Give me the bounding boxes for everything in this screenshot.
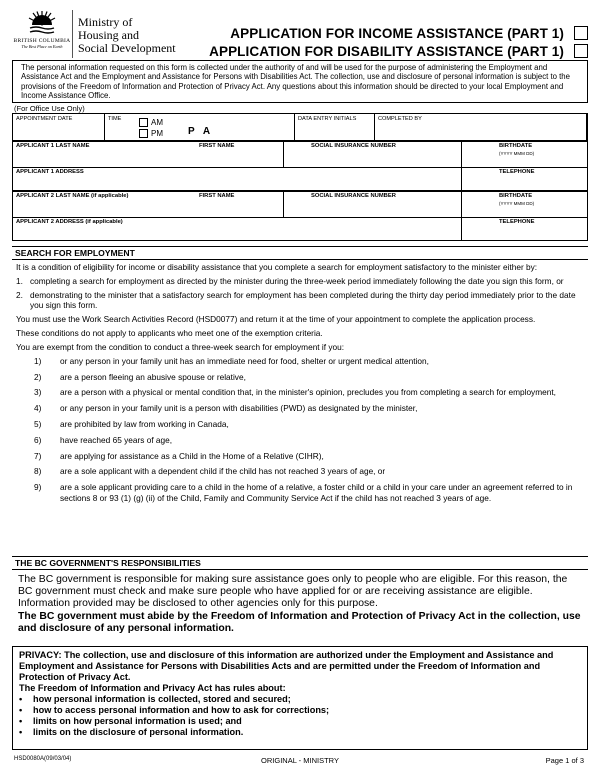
applicant-2-telephone-label: TELEPHONE <box>499 219 535 225</box>
am-checkbox[interactable] <box>139 118 148 127</box>
disability-assistance-checkbox[interactable] <box>574 44 588 58</box>
exemption-number: 8) <box>34 466 42 477</box>
data-entry-initials-field[interactable] <box>295 114 375 140</box>
ministry-divider <box>72 10 73 58</box>
applicant-1-telephone-label: TELEPHONE <box>499 169 535 175</box>
exemption-text: are prohibited by law from working in Canada, <box>60 419 229 430</box>
applicant-1-date-format: (YYYY MMM DD) <box>499 151 535 156</box>
exemption-text: are a sole applicant providing care to a child in the home of a relative, a foster child or a child in your care under an agreement referred to in sections 8 or 93 (1) (g) (ii) of the Child, Family and Community Service Act if the child has not reached 3 years of age. <box>60 482 573 503</box>
privacy-bullet-text: how personal information is collected, stored and secured; <box>33 694 291 704</box>
exemption-item <box>12 403 588 413</box>
form-id: HSD0080A(09/03/04) <box>14 756 72 762</box>
privacy-bullet: • how to access personal information and how to ask for corrections; <box>19 705 330 715</box>
exemption-item <box>12 451 588 461</box>
exemption-number: 3) <box>34 387 42 398</box>
applicant-1-address-label: APPLICANT 1 ADDRESS <box>16 169 84 175</box>
exemption-number: 2) <box>34 371 42 382</box>
applicant-1-name-row[interactable] <box>13 142 587 168</box>
title-disability-assistance: APPLICATION FOR DISABILITY ASSISTANCE (PART 1) <box>209 43 564 59</box>
applicant-1-last-name-label: APPLICANT 1 LAST NAME <box>16 143 90 149</box>
search-employment-section <box>12 262 588 508</box>
applicant-2-address-label: APPLICANT 2 ADDRESS (if applicable) <box>16 219 123 225</box>
option-number: 2. <box>16 289 23 300</box>
applicant-2-birthdate-label: BIRTHDATE <box>499 193 533 199</box>
bc-logo <box>12 8 72 60</box>
privacy-bullet: • limits on the disclosure of personal information. <box>19 727 244 737</box>
search-employment-heading: SEARCH FOR EMPLOYMENT <box>12 246 588 260</box>
exemption-text: have reached 65 years of age, <box>60 434 173 445</box>
search-condition-text: It is a condition of eligibility for income or disability assistance that you complete a search for employment satisfactory to the minister either by: <box>16 262 538 272</box>
applicant-1-sin-label: SOCIAL INSURANCE NUMBER <box>311 143 396 149</box>
office-use-box <box>12 113 588 141</box>
collection-notice: The personal information requested on this form is collected under the authority of and will be used for the purpose of administering the Employment and Assistance Act and the Employment and Assistance for Persons with Disabilities Act. The collection, use and disclosure of personal information is subject to the provisions of the Freedom of Information and Protection of Privacy Act. Any questions about this information should be directed to your local Employment and Income Assistance Office. <box>12 60 588 103</box>
bc-government-foi-text: The BC government must abide by the Freedom of Information and Protection of Privacy Act in the collection, use and disclosure of any personal information. <box>18 610 581 634</box>
privacy-bullet: • how personal information is collected, stored and secured; <box>19 694 291 704</box>
bc-government-heading: THE BC GOVERNMENT'S RESPONSIBILITIES <box>12 556 588 570</box>
exemption-item <box>12 419 588 429</box>
exemption-text: or any person in your family unit is a person with disabilities (PWD) as designated by the minister, <box>60 403 418 414</box>
exemption-text: are a sole applicant with a dependent child if the child has not reached 3 years of age, or <box>60 466 386 477</box>
privacy-box <box>12 646 588 750</box>
completed-by-field[interactable] <box>375 114 587 140</box>
ministry-line: Ministry of <box>78 15 133 29</box>
exemption-item <box>12 356 588 366</box>
exemption-item <box>12 372 588 382</box>
data-entry-label: DATA ENTRY INITIALS <box>298 116 357 122</box>
exemption-item <box>12 466 588 476</box>
form-header <box>12 8 588 60</box>
privacy-rules-intro: The Freedom of Information and Privacy Act has rules about: <box>19 683 286 693</box>
exemption-note-text: These conditions do not apply to applicants who meet one of the exemption criteria. <box>16 328 323 339</box>
applicant-2-last-name-label: APPLICANT 2 LAST NAME (if applicable) <box>16 193 129 199</box>
exemption-text: or any person in your family unit has an immediate need for food, shelter or urgent medical attention, <box>60 355 429 366</box>
work-search-record-text: You must use the Work Search Activities Record (HSD0077) and return it at the time of your appointment to complete the application process. <box>16 314 536 325</box>
applicant-1-first-name-label: FIRST NAME <box>199 143 235 149</box>
applicant-2-date-format: (YYYY MMM DD) <box>499 201 535 206</box>
pm-checkbox[interactable] <box>139 129 148 138</box>
title-income-assistance: APPLICATION FOR INCOME ASSISTANCE (PART 1) <box>230 25 564 41</box>
form-titles <box>188 24 588 60</box>
option-text: completing a search for employment as directed by the minister during the three-week period immediately following the date you sign this form, or <box>30 275 564 286</box>
applicant-1-section <box>12 141 588 191</box>
exemption-number: 5) <box>34 419 42 430</box>
applicant-2-sin-label: SOCIAL INSURANCE NUMBER <box>311 193 396 199</box>
exemption-number: 9) <box>34 482 42 493</box>
time-label: TIME <box>108 116 122 122</box>
applicant-2-section <box>12 191 588 241</box>
exemption-number: 7) <box>34 450 42 461</box>
exemption-text: are applying for assistance as a Child in the Home of a Relative (CIHR), <box>60 450 324 461</box>
option-text: demonstrating to the minister that a satisfactory search for employment has been completed during the thirty day period immediately prior to the date you sign this form. <box>30 289 576 311</box>
office-use-label: (For Office Use Only) <box>14 104 85 113</box>
applicant-1-address-row[interactable] <box>13 168 587 190</box>
privacy-bullet-text: how to access personal information and how to ask for corrections; <box>33 705 330 715</box>
applicant-1-birthdate-label: BIRTHDATE <box>499 143 533 149</box>
exemption-text: are a person fleeing an abusive spouse or relative, <box>60 371 246 382</box>
logo-tagline: The Best Place on Earth <box>21 44 63 49</box>
exemption-number: 4) <box>34 403 42 414</box>
privacy-statement: PRIVACY: The collection, use and disclosure of this information are authorized under the Employment and Assistance and Employment and Assistance for Persons with Disabilities Acts and are permitted under the Freedom of Information and Protection of Privacy Act. <box>19 650 554 682</box>
search-option <box>12 290 588 311</box>
privacy-bullet-text: limits on the disclosure of personal information. <box>33 727 244 737</box>
sun-logo-icon <box>27 8 57 38</box>
appointment-date-field[interactable] <box>13 114 105 140</box>
applicant-2-address-row[interactable] <box>13 218 587 240</box>
completed-by-label: COMPLETED BY <box>378 116 422 122</box>
pm-label: PM <box>151 129 163 138</box>
income-assistance-checkbox[interactable] <box>574 26 588 40</box>
search-option <box>12 276 588 286</box>
ministry-line: Social Development <box>78 41 176 55</box>
ministry-line: Housing and <box>78 28 139 42</box>
appointment-date-label: APPOINTMENT DATE <box>16 116 73 122</box>
exemption-item <box>12 387 588 397</box>
pa-indicator: P A <box>188 126 214 137</box>
logo-bc-text: BRITISH COLUMBIA <box>13 38 71 44</box>
exemption-number: 6) <box>34 434 42 445</box>
copy-designation: ORIGINAL - MINISTRY <box>261 756 339 765</box>
exemption-text: are a person with a physical or mental condition that, in the minister's opinion, precludes you from completing a search for employment, <box>60 387 556 398</box>
option-number: 1. <box>16 275 23 286</box>
page-number: Page 1 of 3 <box>545 756 584 765</box>
bc-government-section <box>12 570 588 639</box>
exemption-number: 1) <box>34 355 42 366</box>
bc-government-responsibility-text: The BC government is responsible for making sure assistance goes only to people who are eligible. For this reason, the BC government must check and make sure people who have applied for or are receiving assistance are eligible. Information provided may be disclosed to other agencies only for this purpose. <box>18 574 568 610</box>
exemption-item <box>12 435 588 445</box>
privacy-bullet-text: limits on how personal information is used; and <box>33 716 242 726</box>
ministry-name <box>78 16 176 55</box>
applicant-2-first-name-label: FIRST NAME <box>199 193 235 199</box>
exemption-item <box>12 482 588 503</box>
exemption-intro-text: You are exempt from the condition to conduct a three-week search for employment if you: <box>16 341 345 352</box>
am-label: AM <box>151 118 163 127</box>
applicant-2-name-row[interactable] <box>13 192 587 218</box>
privacy-bullet: • limits on how personal information is used; and <box>19 716 242 726</box>
